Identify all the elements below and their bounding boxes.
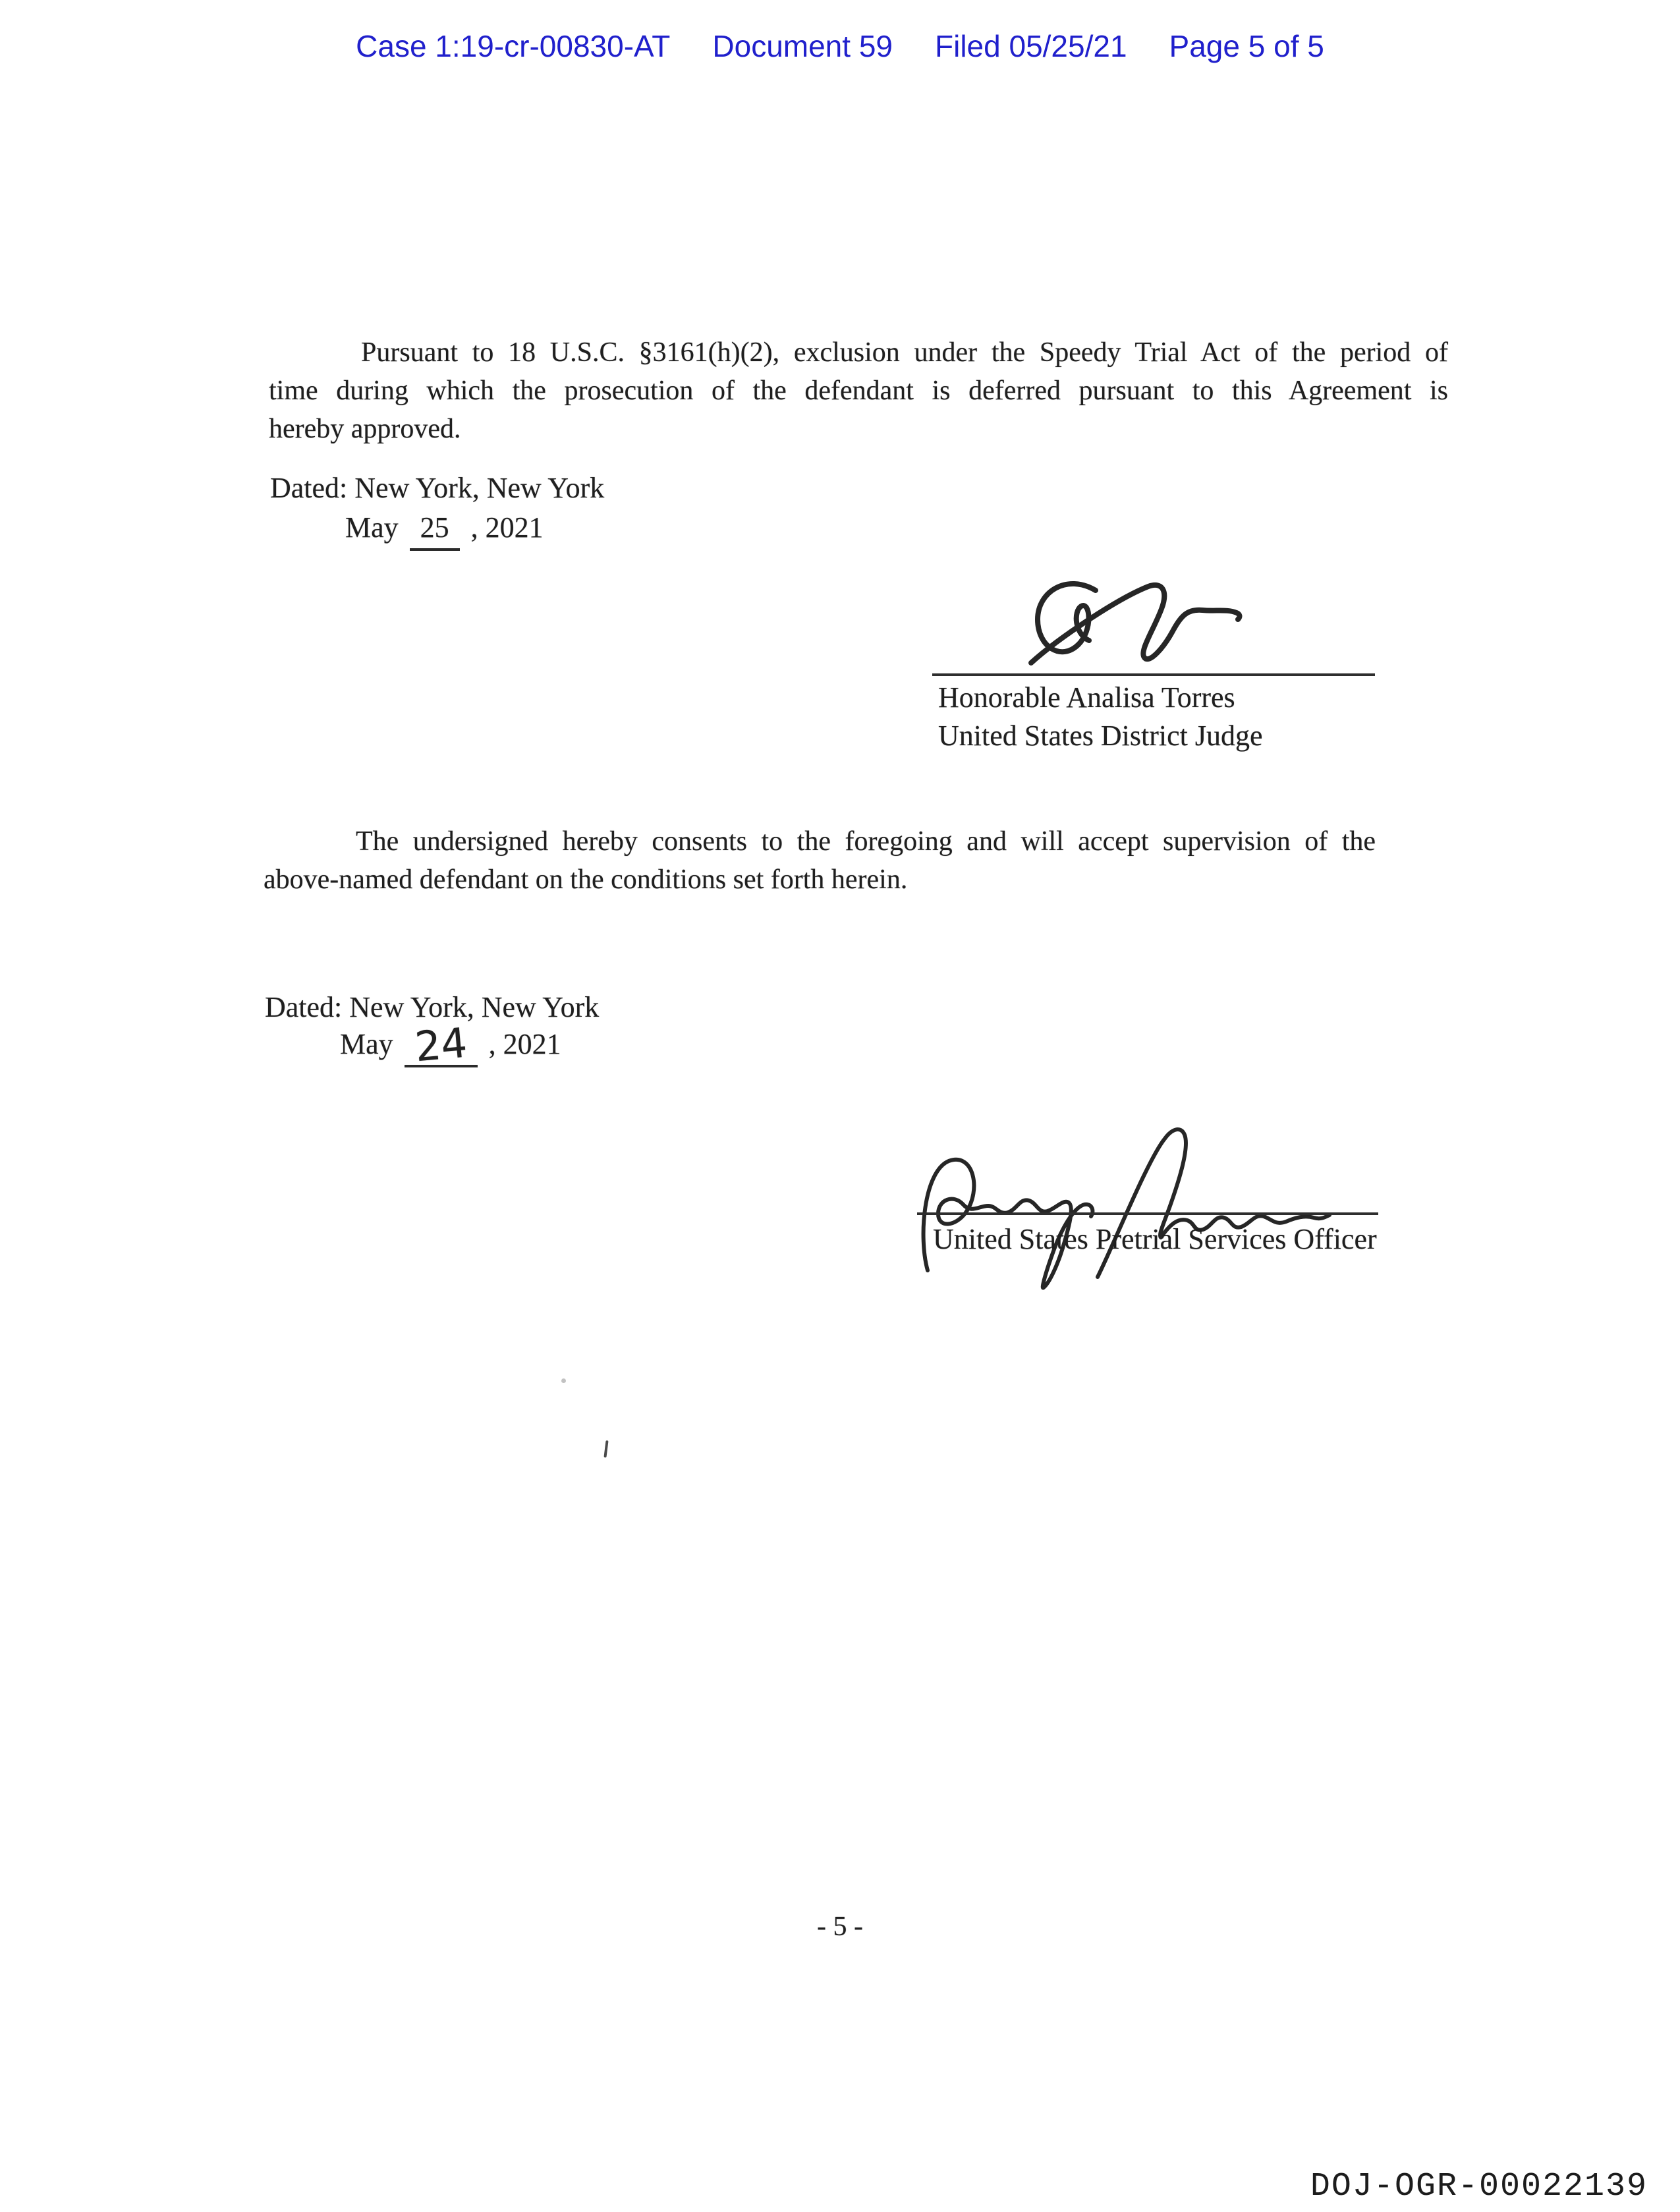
dated-location-court: Dated: New York, New York: [270, 472, 605, 504]
handwritten-day-value: 24: [412, 1018, 469, 1071]
paragraph-officer-consent: [264, 822, 1376, 899]
paragraph-line: The undersigned hereby consents to the foregoing and will accept supervision of the: [356, 826, 1376, 857]
officer-title: United States Pretrial Services Officer: [933, 1223, 1377, 1255]
document-number: Document 59: [712, 29, 893, 63]
bates-number: DOJ-OGR-00022139: [1310, 2168, 1648, 2205]
paragraph-line: hereby approved.: [269, 414, 461, 444]
filing-header: [0, 29, 1680, 63]
month-label: May: [340, 1028, 393, 1060]
month-label: May: [345, 511, 399, 544]
day-value: 25: [420, 511, 449, 544]
paragraph-speedy-trial-approval: [269, 333, 1448, 448]
case-number: Case 1:19-cr-00830-AT: [356, 29, 671, 63]
judge-name: Honorable Analisa Torres: [938, 681, 1235, 714]
paragraph-line: above-named defendant on the conditions set forth herein.: [264, 865, 908, 895]
signature-line-officer: [917, 1212, 1378, 1215]
paragraph-line: Pursuant to 18 U.S.C. §3161(h)(2), exclusion under the Speedy Trial Act of the period of: [361, 337, 1448, 368]
judge-title: United States District Judge: [938, 720, 1263, 752]
day-underline: [405, 1018, 478, 1071]
officer-signature: [916, 1120, 1390, 1298]
judge-signature: [1018, 573, 1255, 679]
day-underline: [410, 509, 460, 551]
scan-speck: [561, 1378, 566, 1383]
year-label: , 2021: [488, 1028, 561, 1060]
page-info: Page 5 of 5: [1169, 29, 1324, 63]
dated-date-officer: [340, 1018, 561, 1071]
dated-location-officer: Dated: New York, New York: [265, 991, 600, 1023]
filed-date: Filed 05/25/21: [935, 29, 1127, 63]
scan-speck: [603, 1440, 608, 1458]
year-label: , 2021: [470, 511, 544, 544]
page-number: - 5 -: [817, 1912, 863, 1942]
signature-line-judge: [932, 673, 1375, 676]
paragraph-line: time during which the prosecution of the defendant is deferred pursuant to this Agreement is: [269, 376, 1448, 406]
dated-date-court: [345, 509, 544, 551]
